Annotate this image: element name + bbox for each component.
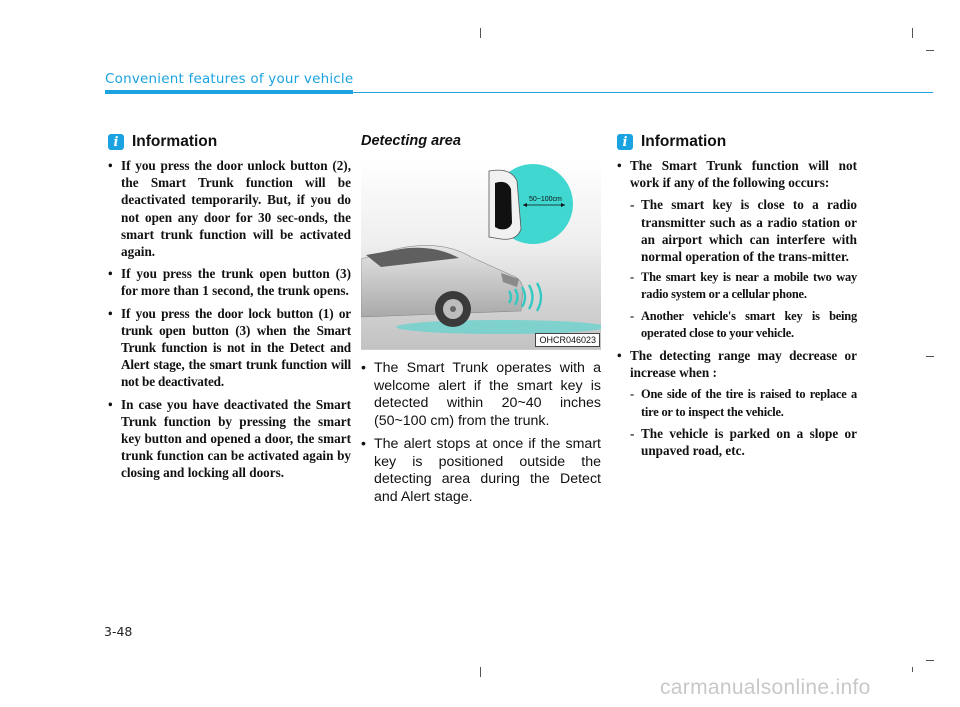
- info-list: [617, 157, 857, 459]
- list-item: • In case you have deactivated the Smart Trunk function by pressing the smart key button and opened a door, the smart trunk function can be activated again by closing and locking all doors.: [108, 396, 351, 482]
- sub-list: [630, 386, 857, 459]
- list-item: • The Smart Trunk function will not work if any of the following occurs: - The smart key is close to a radio transmitter such as a radio station or an airport which can interfere with normal operation of the trans-mitter. - The smart key is near a mobile two way radio system or a cellular phone. - Another vehicle's smart key is being operated close to your vehicle.: [617, 157, 857, 342]
- page-number: 3-48: [104, 624, 133, 639]
- crop-mark: [912, 667, 913, 672]
- sub-list: [630, 196, 857, 342]
- list-item: • If you press the trunk open button (3) for more than 1 second, the trunk opens.: [108, 265, 351, 299]
- range-label: 50~100cm: [529, 196, 562, 203]
- middle-column: [361, 133, 601, 512]
- crop-mark: [912, 28, 913, 38]
- crop-mark: [926, 660, 934, 661]
- crop-mark: [926, 50, 934, 51]
- crop-mark: [480, 667, 481, 677]
- crop-mark: [480, 28, 481, 38]
- info-icon: i: [108, 134, 124, 150]
- info-icon: i: [617, 134, 633, 150]
- sub-item: - The smart key is close to a radio transmitter such as a radio station or an airport which can interfere with normal operation of the trans-mitter.: [630, 196, 857, 265]
- crop-mark: [926, 356, 934, 357]
- info-list: [108, 157, 351, 482]
- car-illustration: [361, 159, 601, 349]
- list-item: • The alert stops at once if the smart key is positioned outside the detecting area during the Detect and Alert stage.: [361, 436, 601, 506]
- header-accent-bar: [105, 90, 353, 94]
- detect-list: [361, 360, 601, 506]
- list-item: • The Smart Trunk operates with a welcome alert if the smart key is detected within 20~40 inches (50~100 cm) from the trunk.: [361, 360, 601, 430]
- list-item: • The detecting range may decrease or increase when : - One side of the tire is raised to replace a tire or to inspect the vehicle. - The vehicle is parked on a slope or unpaved road, etc.: [617, 347, 857, 459]
- watermark: carmanualsonline.info: [660, 676, 871, 699]
- sub-item: - Another vehicle's smart key is being operated close to your vehicle.: [630, 308, 857, 342]
- figure-code: OHCR046023: [535, 333, 600, 347]
- info-title: Information: [641, 133, 727, 150]
- left-column: [108, 133, 351, 487]
- list-item: • If you press the door unlock button (2), the Smart Trunk function will be deactivated temporarily. But, if you do not open any door for 30 sec-onds, the smart trunk function will be activated again.: [108, 157, 351, 260]
- right-column: [617, 133, 857, 464]
- sub-item: - The smart key is near a mobile two way radio system or a cellular phone.: [630, 269, 857, 303]
- header-rule: [353, 92, 933, 93]
- sub-item: - The vehicle is parked on a slope or unpaved road, etc.: [630, 425, 857, 459]
- list-item: • If you press the door lock button (1) or trunk open button (3) when the Smart Trunk function is not in the Detect and Alert stage, the smart trunk function will not be deactivated.: [108, 305, 351, 391]
- info-heading: [617, 133, 857, 151]
- info-heading: [108, 133, 351, 151]
- detecting-area-figure: [361, 159, 601, 350]
- section-title: Detecting area: [361, 133, 461, 149]
- section-header: Convenient features of your vehicle: [105, 71, 354, 87]
- sub-item: - One side of the tire is raised to replace a tire or to inspect the vehicle.: [630, 386, 857, 420]
- info-title: Information: [132, 133, 218, 150]
